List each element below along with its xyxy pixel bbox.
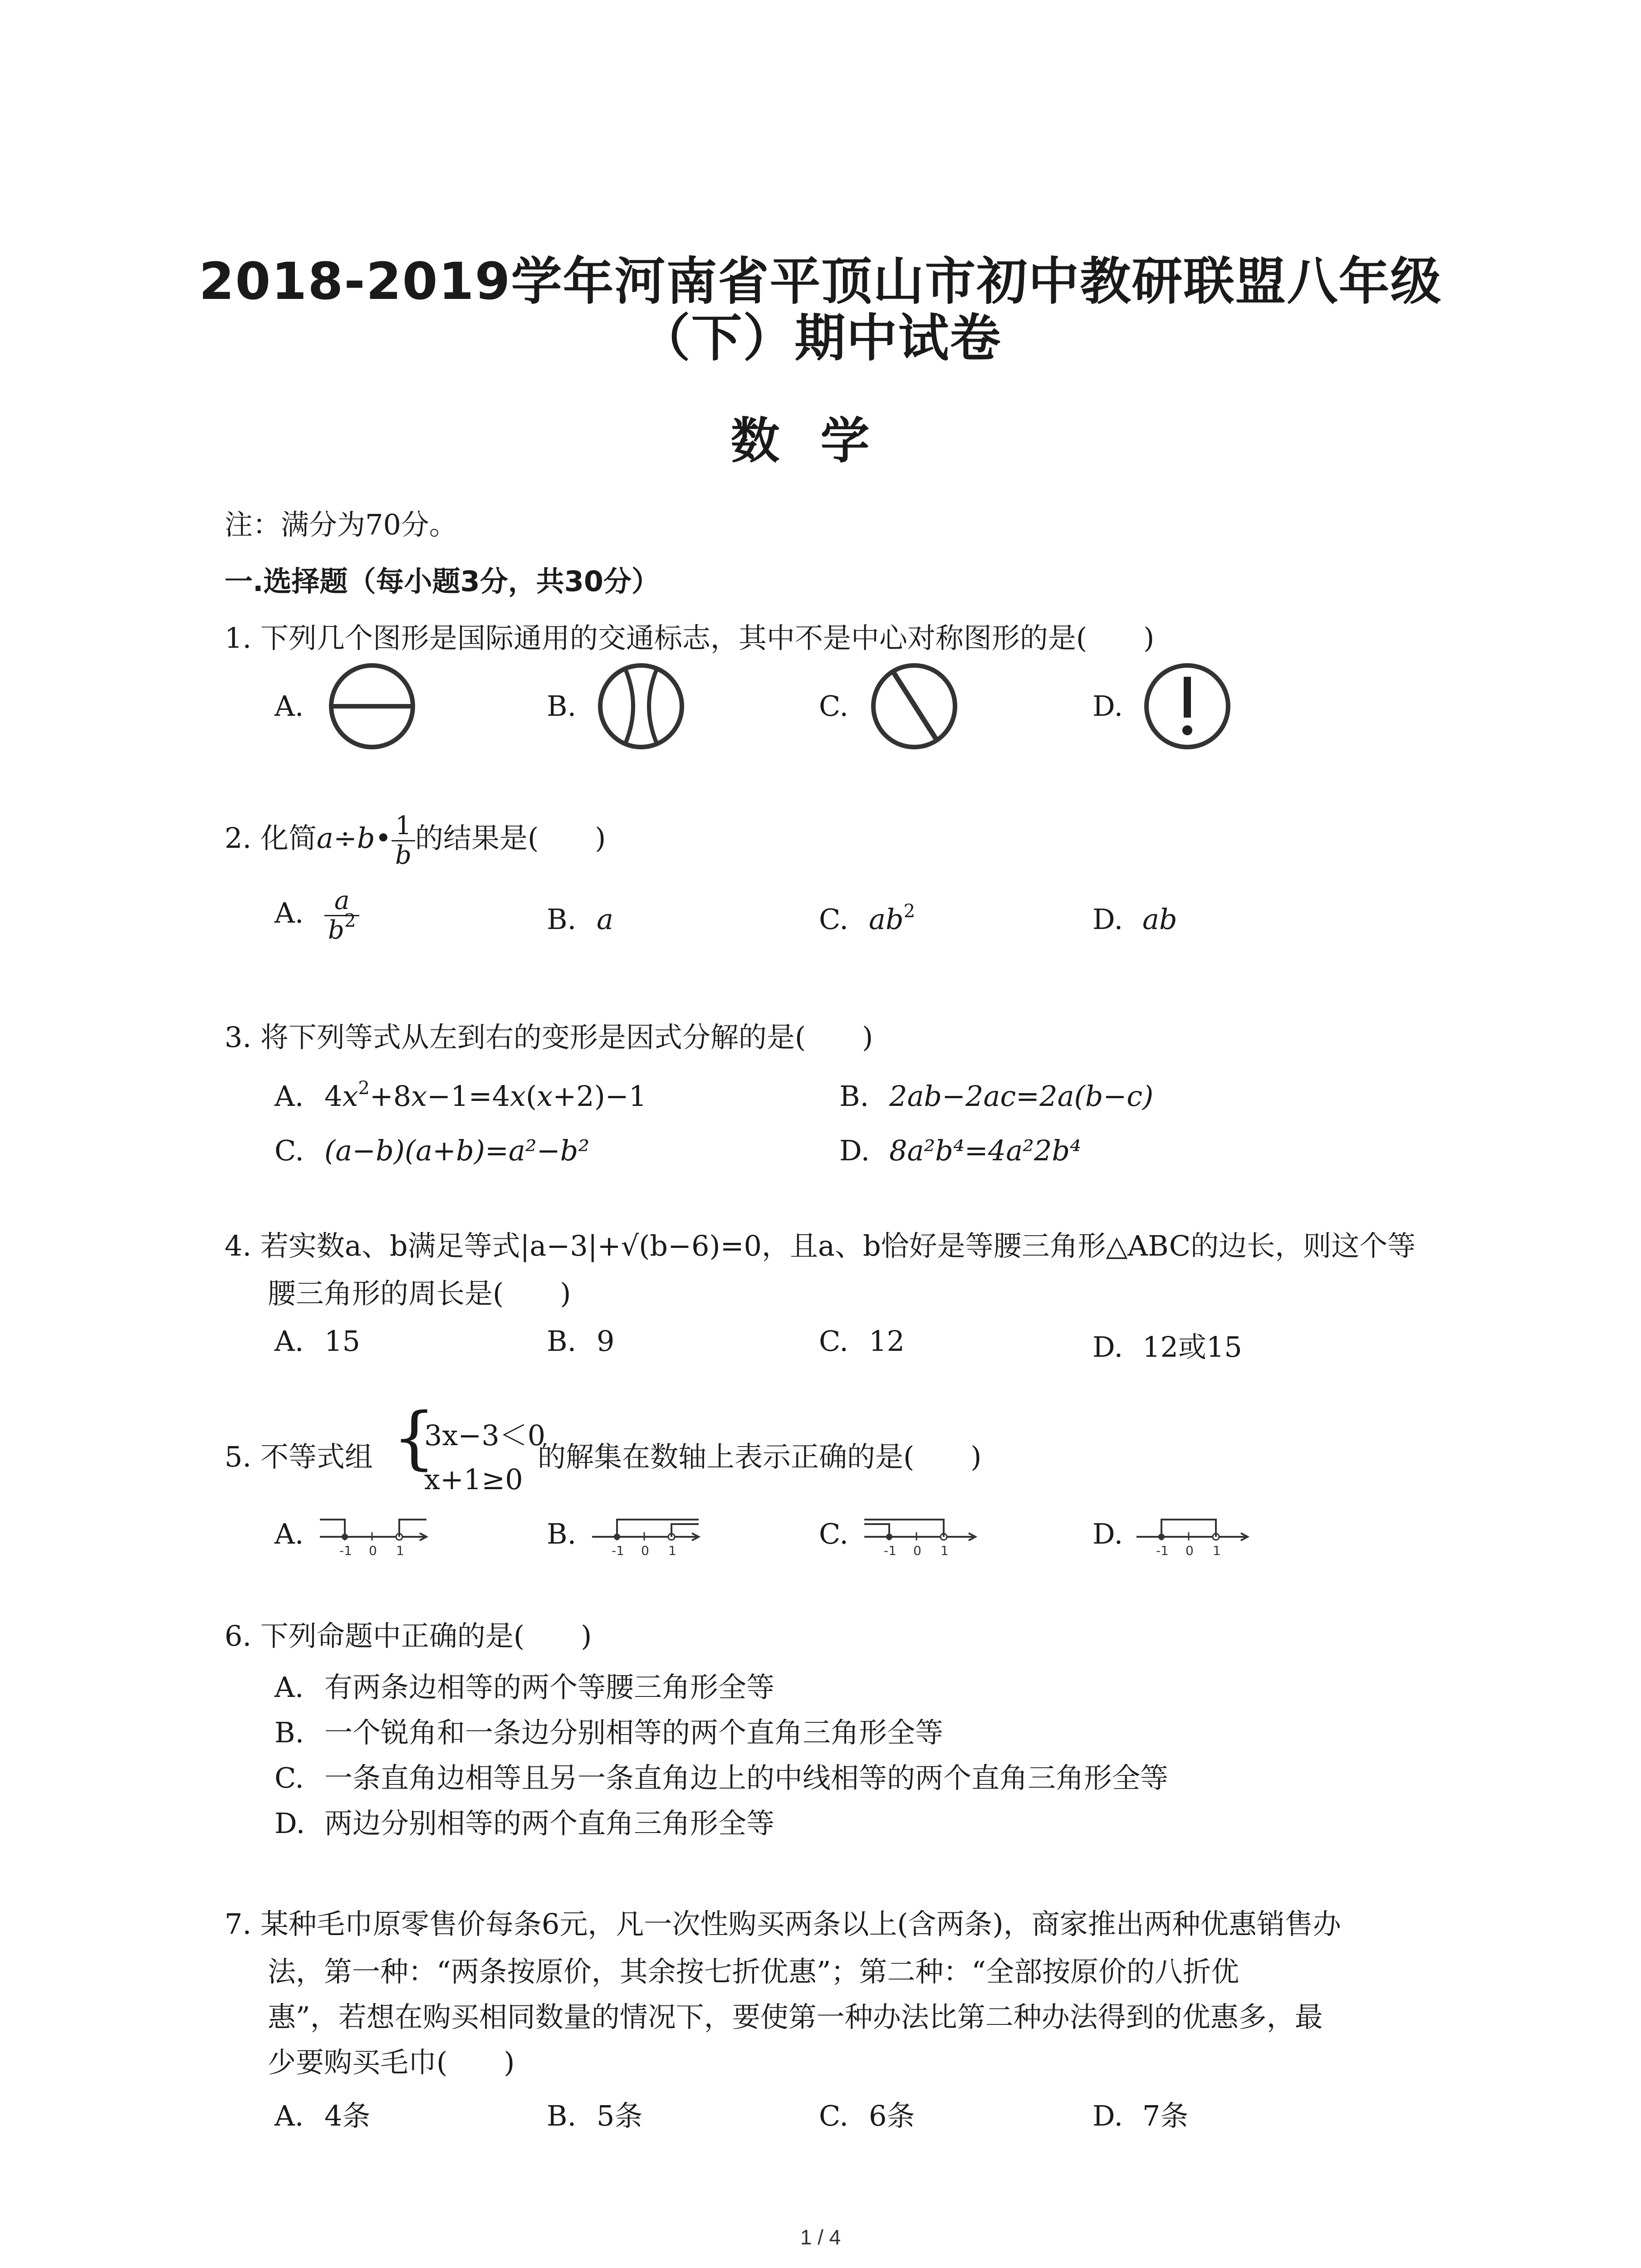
expr-part: x xyxy=(537,1080,553,1113)
q4-option-d xyxy=(1092,1325,1242,1365)
option-value: (a−b)(a+b)=a²−b² xyxy=(324,1134,590,1167)
option-value: 9 xyxy=(597,1325,615,1358)
expr-part: x xyxy=(342,1080,358,1113)
option-label: A. xyxy=(274,1080,304,1113)
q2-option-b xyxy=(547,903,613,936)
option-value: 15 xyxy=(324,1325,360,1358)
option-label: B. xyxy=(274,1716,304,1749)
option-value: 4条 xyxy=(324,2099,371,2132)
q5-option-d-number-line xyxy=(1134,1510,1252,1560)
option-value: 5条 xyxy=(597,2099,643,2132)
q6-option-a xyxy=(274,1665,774,1705)
question-number: 2. xyxy=(225,821,252,855)
tick-label: -1 xyxy=(612,1543,624,1558)
option-label: D. xyxy=(1092,2099,1123,2132)
fraction-numerator: a xyxy=(324,887,359,916)
question-1 xyxy=(225,621,1154,655)
option-value: ab xyxy=(869,903,904,936)
question-text: 下列命题中正确的是( ) xyxy=(260,1619,592,1652)
fraction-numerator: 1 xyxy=(392,812,415,841)
q1-option-d-sign xyxy=(1140,659,1235,754)
option-label: D. xyxy=(1092,1330,1123,1364)
q3-option-a xyxy=(274,1080,647,1113)
question-number: 6. xyxy=(225,1619,252,1652)
q1-option-a-label: A. xyxy=(274,689,304,723)
question-text: 将下列等式从左到右的变形是因式分解的是( ) xyxy=(260,1021,873,1054)
option-label: B. xyxy=(547,903,577,936)
q4-option-b xyxy=(547,1325,614,1358)
q2-option-c xyxy=(819,903,915,936)
question-7-line1 xyxy=(225,1907,1341,1941)
question-3 xyxy=(225,1021,873,1054)
exponent: 2 xyxy=(358,1078,370,1099)
question-number: 7. xyxy=(225,1907,252,1941)
q2-option-a xyxy=(274,887,359,944)
option-label: C. xyxy=(274,1134,304,1167)
option-value: 12或15 xyxy=(1142,1330,1242,1364)
tick-label: 0 xyxy=(369,1543,377,1558)
option-value: a xyxy=(597,903,613,936)
option-label: A. xyxy=(274,2099,304,2132)
expr-part: ( xyxy=(526,1080,537,1113)
option-label: A. xyxy=(274,1671,304,1704)
tick-label: 0 xyxy=(641,1543,649,1558)
option-value: 8a²b⁴=4a²2b⁴ xyxy=(889,1134,1082,1167)
q7-option-a xyxy=(274,2093,370,2134)
exam-title-line1: 2018-2019学年河南省平顶山市初中教研联盟八年级 xyxy=(199,252,1442,311)
option-label: D. xyxy=(1092,903,1123,936)
q5-option-a-number-line xyxy=(318,1510,431,1560)
fraction-denominator: b xyxy=(328,915,344,945)
page-number: 1 / 4 xyxy=(800,2225,841,2249)
fraction-a-over-b2 xyxy=(324,887,359,944)
inequality-1: 3x−3＜0 xyxy=(424,1419,546,1452)
q1-option-a-sign xyxy=(324,659,420,754)
expr-part: x xyxy=(411,1080,427,1113)
question-number: 1. xyxy=(225,621,252,655)
q4-option-a xyxy=(274,1325,360,1358)
option-value: 一条直角边相等且另一条直角边上的中线相等的两个直角三角形全等 xyxy=(324,1761,1169,1794)
option-value: 2ab−2ac=2a(b−c) xyxy=(889,1080,1154,1113)
question-text: 下列几个图形是国际通用的交通标志，其中不是中心对称图形的是( ) xyxy=(260,621,1155,655)
question-number: 3. xyxy=(225,1021,252,1054)
option-label: C. xyxy=(819,903,848,936)
expr-part: −1=4 xyxy=(427,1080,510,1113)
option-label: C. xyxy=(819,2099,848,2132)
dot-sign: • xyxy=(375,821,392,855)
question-text: 若实数a、b满足等式|a−3|+√(b−6)=0，且a、b恰好是等腰三角形△ABC的边长，则这个等 xyxy=(260,1229,1416,1262)
var-b: b xyxy=(357,821,375,855)
option-label: C. xyxy=(274,1761,304,1794)
inequality-2: x+1≥0 xyxy=(424,1463,523,1496)
question-4-line2: 腰三角形的周长是( ) xyxy=(268,1277,571,1310)
question-text-end: 的结果是( ) xyxy=(415,821,606,855)
q5-option-b-number-line xyxy=(590,1510,703,1560)
question-7-line3: 惠”，若想在购买相同数量的情况下，要使第一种办法比第二种办法得到的优惠多，最 xyxy=(268,2000,1323,2033)
question-number: 4. xyxy=(225,1229,252,1262)
q6-option-c xyxy=(274,1755,1168,1796)
question-7-line2: 法，第一种：“两条按原价，其余按七折优惠”；第二种：“全部按原价的八折优 xyxy=(268,1955,1239,1988)
q5-option-c-number-line xyxy=(862,1510,980,1560)
q1-option-d-label: D. xyxy=(1092,689,1123,723)
q6-option-b xyxy=(274,1710,943,1750)
system-brace: { xyxy=(392,1398,436,1477)
q7-option-d xyxy=(1092,2093,1188,2134)
exponent: 2 xyxy=(903,901,916,922)
option-value: 有两条边相等的两个等腰三角形全等 xyxy=(324,1671,775,1704)
option-value: 两边分别相等的两个直角三角形全等 xyxy=(324,1807,775,1840)
q1-option-b-sign xyxy=(593,659,689,754)
q5-option-b-label: B. xyxy=(547,1517,577,1550)
q5-option-a-label: A. xyxy=(274,1517,304,1550)
exam-title-line2: （下）期中试卷 xyxy=(639,309,1002,368)
option-label: B. xyxy=(839,1080,869,1113)
option-value: 12 xyxy=(869,1325,905,1358)
fraction-one-over-b xyxy=(392,812,415,869)
divide-sign: ÷ xyxy=(333,821,357,855)
option-value: 7条 xyxy=(1142,2099,1189,2132)
tick-label: 1 xyxy=(1213,1543,1221,1558)
tick-label: 1 xyxy=(941,1543,949,1558)
expr-part: 4 xyxy=(324,1080,343,1113)
option-label: C. xyxy=(819,1325,848,1358)
fraction-denominator: b xyxy=(395,840,411,870)
expr-part: +8 xyxy=(369,1080,411,1113)
q1-option-c-label: C. xyxy=(819,689,848,723)
option-label: D. xyxy=(839,1134,870,1167)
question-text: 化简 xyxy=(260,821,317,855)
tick-label: -1 xyxy=(339,1543,352,1558)
option-label: B. xyxy=(547,2099,577,2132)
q1-option-b-label: B. xyxy=(547,689,577,723)
exponent: 2 xyxy=(344,910,356,931)
option-label: B. xyxy=(547,1325,577,1358)
q3-option-b xyxy=(839,1080,1153,1113)
score-note: 注：满分为70分。 xyxy=(225,508,457,541)
question-5 xyxy=(225,1440,373,1474)
question-7-line4: 少要购买毛巾( ) xyxy=(268,2046,515,2079)
expr-part: x xyxy=(510,1080,526,1113)
q1-option-c-sign xyxy=(867,659,962,754)
expr-part: +2)−1 xyxy=(553,1080,647,1113)
question-6 xyxy=(225,1619,592,1653)
tick-label: 0 xyxy=(913,1543,921,1558)
tick-label: 0 xyxy=(1185,1543,1194,1558)
tick-label: -1 xyxy=(1156,1543,1169,1558)
q3-option-d xyxy=(839,1134,1081,1167)
q7-option-b xyxy=(547,2093,642,2134)
question-text: 不等式组 xyxy=(260,1440,373,1473)
option-value: ab xyxy=(1142,903,1177,936)
question-text: 某种毛巾原零售价每条6元，凡一次性购买两条以上(含两条)，商家推出两种优惠销售办 xyxy=(260,1907,1341,1941)
question-2 xyxy=(225,812,606,869)
var-a: a xyxy=(316,821,333,855)
tick-label: 1 xyxy=(396,1543,404,1558)
question-4-line1 xyxy=(225,1229,1416,1263)
tick-label: 1 xyxy=(668,1543,676,1558)
option-value: 一个锐角和一条边分别相等的两个直角三角形全等 xyxy=(324,1716,944,1749)
q5-option-c-label: C. xyxy=(819,1517,848,1550)
option-label: A. xyxy=(274,896,304,930)
q2-option-d xyxy=(1092,903,1177,936)
question-5-text-end: 的解集在数轴上表示正确的是( ) xyxy=(538,1440,982,1473)
q7-option-c xyxy=(819,2093,915,2134)
q4-option-c xyxy=(819,1325,905,1358)
option-label: A. xyxy=(274,1325,304,1358)
option-value: 6条 xyxy=(869,2099,915,2132)
q5-option-d-label: D. xyxy=(1092,1517,1123,1550)
question-number: 5. xyxy=(225,1440,252,1473)
option-label: D. xyxy=(274,1807,305,1840)
q6-option-d xyxy=(274,1801,774,1841)
q3-option-c xyxy=(274,1134,589,1167)
tick-label: -1 xyxy=(884,1543,896,1558)
section-heading: 一.选择题（每小题3分，共30分） xyxy=(225,565,660,598)
subject-heading: 数学 xyxy=(730,413,911,469)
